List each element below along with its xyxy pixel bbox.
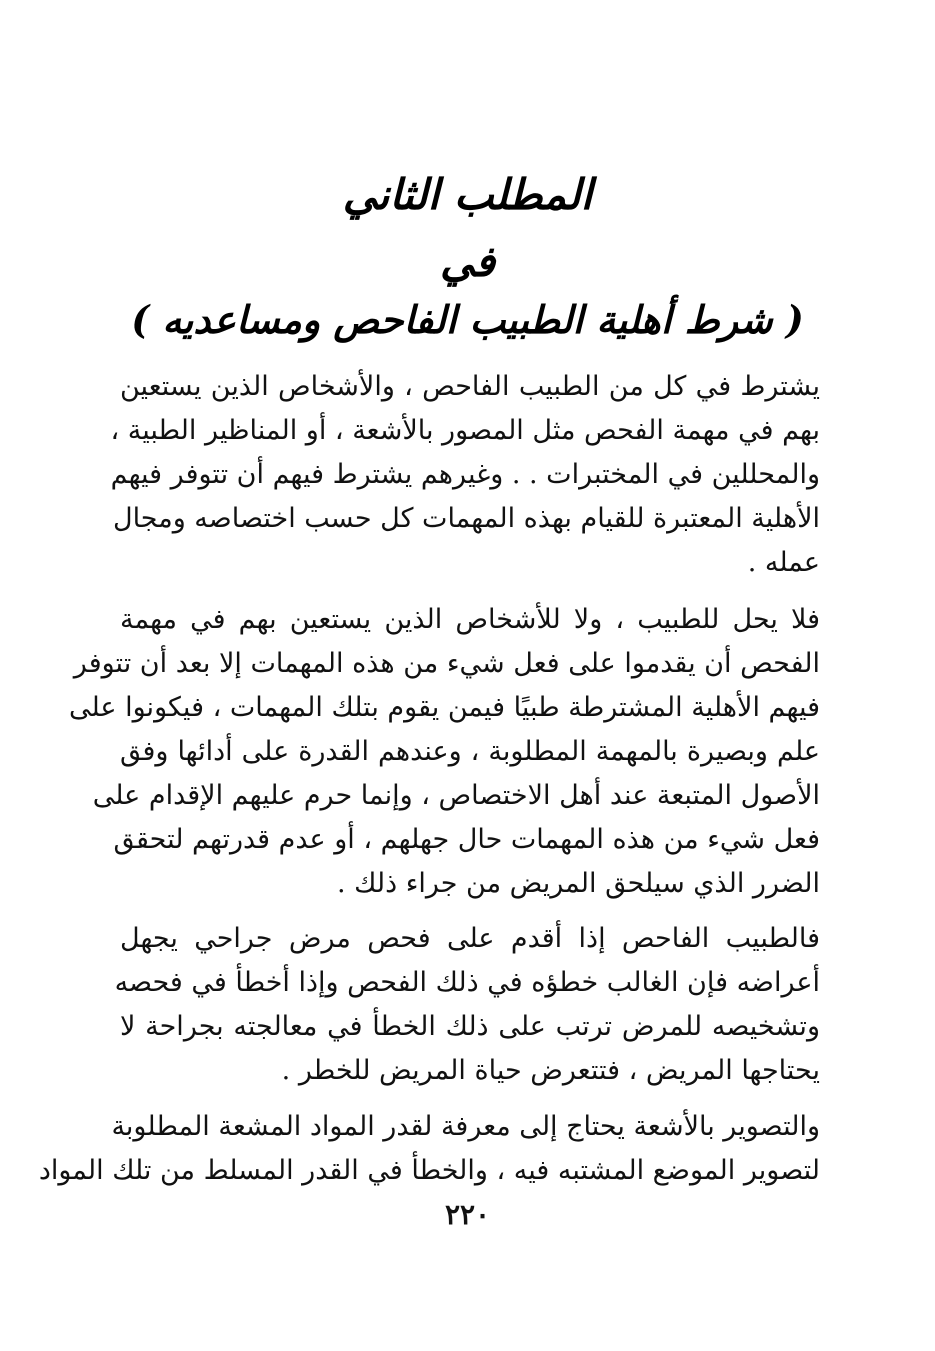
paragraph-line: أعراضه فإن الغالب خطؤه في ذلك الفحص وإذا أخطأ في فحصه <box>114 967 820 998</box>
paragraph-line: فلا يحل للطبيب ، ولا للأشخاص الذين يستعين بهم في مهمة <box>120 604 820 635</box>
paragraph-line: الأصول المتبعة عند أهل الاختصاص ، وإنما حرم عليهم الإقدام على <box>92 780 820 811</box>
paragraph-line: الفحص أن يقدموا على فعل شيء من هذه المهمات إلا بعد أن تتوفر <box>73 648 820 679</box>
paragraph-line: عمله . <box>747 547 820 578</box>
paragraph-4 <box>38 1105 820 1193</box>
section-subtitle: ( شرط أهلية الطبيب الفاحص ومساعديه ) <box>131 297 804 342</box>
page-number: ٢٢٠ <box>444 1198 491 1231</box>
paragraph-line: بهم في مهمة الفحص مثل المصور بالأشعة ، أو المناظير الطبية ، <box>110 415 820 446</box>
paragraph-line: والتصوير بالأشعة يحتاج إلى معرفة لقدر المواد المشعة المطلوبة <box>111 1111 820 1142</box>
paragraph-line: فيهم الأهلية المشترطة طبيًا فيمن يقوم بتلك المهمات ، فيكونوا على <box>68 692 820 723</box>
paragraph-line: يشترط في كل من الطبيب الفاحص ، والأشخاص الذين يستعين <box>120 371 820 402</box>
section-title: المطلب الثاني <box>342 170 593 219</box>
paragraph-line: فالطبيب الفاحص إذا أقدم على فحص مرض جراحي يجهل <box>120 923 820 954</box>
paragraph-line: فعل شيء من هذه المهمات حال جهلهم ، أو عدم قدرتهم لتحقق <box>113 824 820 855</box>
paragraph-line: والمحللين في المختبرات . . وغيرهم يشترط فيهم أن تتوفر فيهم <box>110 459 820 490</box>
paragraph-line: لتصوير الموضع المشتبه فيه ، والخطأ في القدر المسلط من تلك المواد <box>38 1155 820 1186</box>
paragraph-line: وتشخيصه للمرض ترتب على ذلك الخطأ في معالجته بجراحة لا <box>120 1011 820 1042</box>
section-connector: في <box>439 237 496 286</box>
paragraph-2 <box>68 598 820 906</box>
paragraph-line: الضرر الذي سيلحق المريض من جراء ذلك . <box>336 868 820 899</box>
paragraph-line: علم وبصيرة بالمهمة المطلوبة ، وعندهم القدرة على أدائها وفق <box>120 736 820 767</box>
paragraph-1 <box>110 365 820 585</box>
paragraph-line: يحتاجها المريض ، فتتعرض حياة المريض للخطر . <box>281 1055 820 1086</box>
paragraph-line: الأهلية المعتبرة للقيام بهذه المهمات كل حسب اختصاصه ومجال <box>112 503 820 534</box>
paragraph-3 <box>114 917 820 1093</box>
